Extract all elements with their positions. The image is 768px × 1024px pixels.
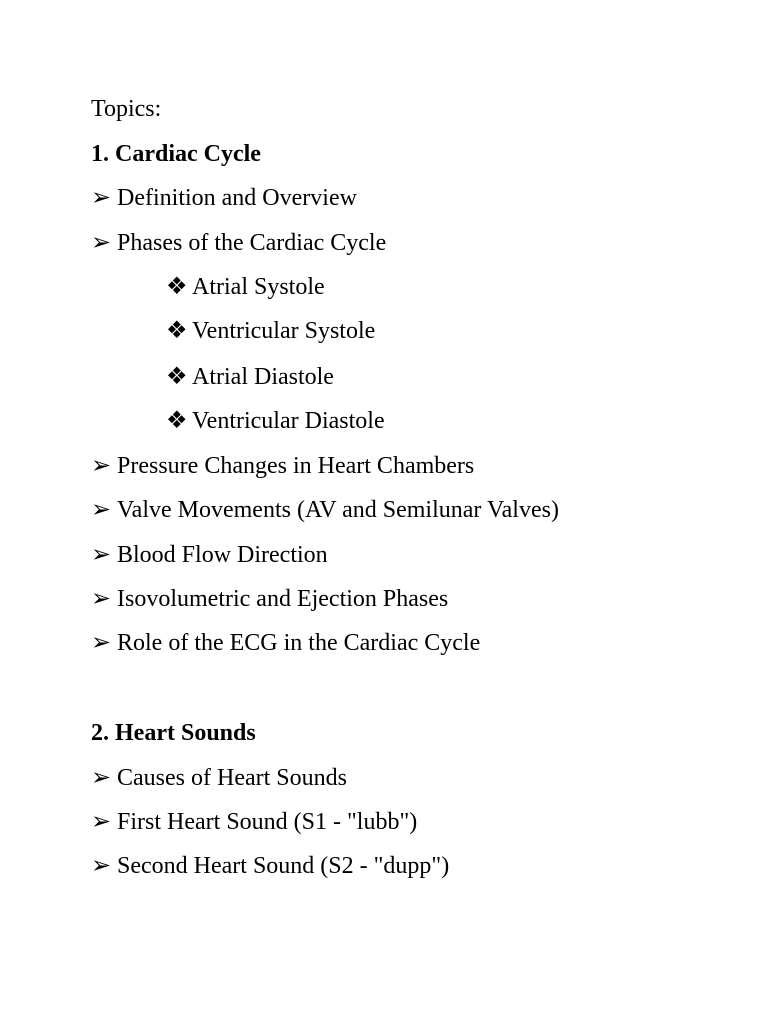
sub-list-item-text: Ventricular Systole [192, 318, 376, 344]
arrow-bullet-icon: ➢ [91, 809, 112, 835]
list-item-text: Isovolumetric and Ejection Phases [117, 586, 449, 612]
arrow-bullet-icon: ➢ [91, 853, 112, 879]
diamond-bullet-icon: ❖ [166, 274, 188, 300]
diamond-bullet-icon: ❖ [166, 364, 188, 390]
list-item-text: Valve Movements (AV and Semilunar Valves) [117, 497, 559, 523]
diamond-bullet-icon: ❖ [166, 318, 188, 344]
list-item [91, 628, 480, 658]
list-item [91, 763, 347, 793]
intro-label: Topics: [91, 96, 162, 122]
list-item [91, 228, 386, 258]
arrow-bullet-icon: ➢ [91, 765, 112, 791]
sub-list-item-text: Atrial Systole [192, 274, 325, 300]
list-item-text: Definition and Overview [117, 185, 357, 211]
list-item [91, 851, 449, 881]
sub-list-item-text: Atrial Diastole [192, 364, 334, 390]
list-item [91, 451, 474, 481]
arrow-bullet-icon: ➢ [91, 453, 112, 479]
list-item [91, 584, 448, 614]
list-item-text: Blood Flow Direction [117, 542, 328, 568]
arrow-bullet-icon: ➢ [91, 630, 112, 656]
list-item-text: First Heart Sound (S1 - "lubb") [117, 809, 418, 835]
list-item-text: Causes of Heart Sounds [117, 765, 347, 791]
sub-list-item [166, 362, 334, 392]
arrow-bullet-icon: ➢ [91, 185, 112, 211]
arrow-bullet-icon: ➢ [91, 497, 112, 523]
sub-list-item-text: Ventricular Diastole [192, 408, 385, 434]
list-item-text: Pressure Changes in Heart Chambers [117, 453, 475, 479]
sub-list-item [166, 316, 375, 346]
section-heading-cardiac-cycle: 1. Cardiac Cycle [91, 141, 261, 167]
section-heading-heart-sounds: 2. Heart Sounds [91, 720, 256, 746]
sub-list-item [166, 406, 385, 436]
diamond-bullet-icon: ❖ [166, 408, 188, 434]
arrow-bullet-icon: ➢ [91, 542, 112, 568]
list-item [91, 183, 357, 213]
list-item-text: Second Heart Sound (S2 - "dupp") [117, 853, 450, 879]
list-item [91, 540, 328, 570]
arrow-bullet-icon: ➢ [91, 586, 112, 612]
sub-list-item [166, 272, 325, 302]
arrow-bullet-icon: ➢ [91, 230, 112, 256]
list-item [91, 495, 559, 525]
list-item-text: Phases of the Cardiac Cycle [117, 230, 387, 256]
list-item-text: Role of the ECG in the Cardiac Cycle [117, 630, 481, 656]
list-item [91, 807, 417, 837]
